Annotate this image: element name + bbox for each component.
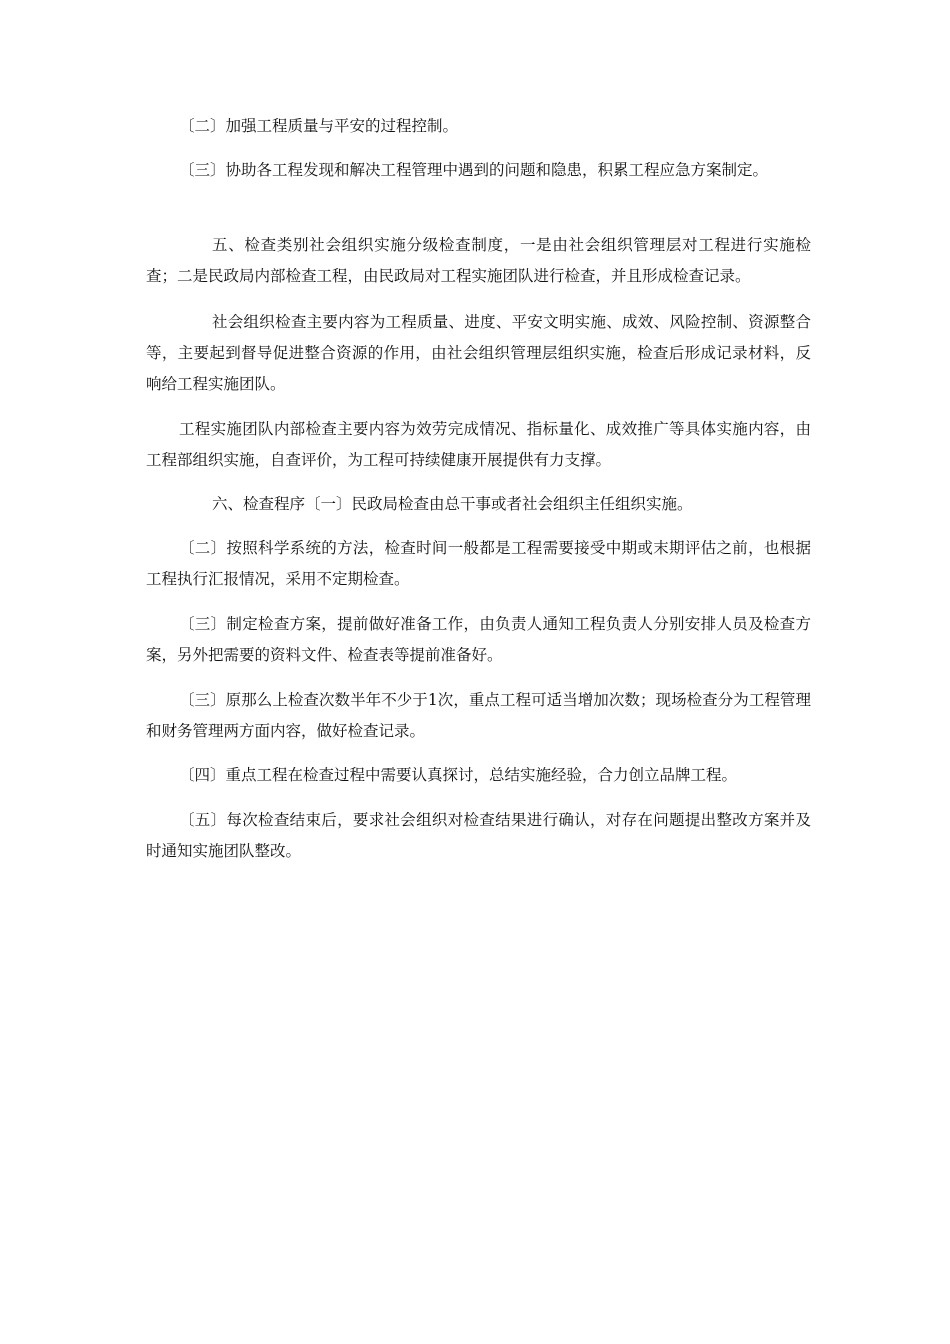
paragraph-2: 〔三〕协助各工程发现和解决工程管理中遇到的问题和隐患，积累工程应急方案制定。: [179, 161, 769, 179]
paragraph-9: 〔三〕原那么上检查次数半年不少于1次，重点工程可适当增加次数；现场检查分为工程管理和财务管理两方面内容，做好检查记录。: [146, 691, 811, 740]
paragraph-11: 〔五〕每次检查结束后，要求社会组织对检查结果进行确认，对存在问题提出整改方案并及时通知实施团队整改。: [146, 811, 811, 860]
paragraph-10: 〔四〕重点工程在检查过程中需要认真探讨，总结实施经验，合力创立品牌工程。: [179, 766, 738, 784]
paragraph-8: 〔三〕制定检查方案，提前做好准备工作，由负责人通知工程负责人分别安排人员及检查方案，另外把需要的资料文件、检查表等提前准备好。: [146, 615, 811, 664]
paragraph-4: 社会组织检查主要内容为工程质量、进度、平安文明实施、成效、风险控制、资源整合等，主要起到督导促进整合资源的作用，由社会组织管理层组织实施，检查后形成记录材料，反响给工程实施团队。: [146, 313, 811, 393]
paragraph-1: 〔二〕加强工程质量与平安的过程控制。: [179, 117, 459, 135]
paragraph-3: 五、检查类别社会组织实施分级检查制度，一是由社会组织管理层对工程进行实施检查；二是民政局内部检查工程，由民政局对工程实施团队进行检查，并且形成检查记录。: [146, 236, 811, 285]
paragraph-7: 〔二〕按照科学系统的方法，检查时间一般都是工程需要接受中期或末期评估之前，也根据工程执行汇报情况，采用不定期检查。: [146, 539, 811, 588]
paragraph-5: 工程实施团队内部检查主要内容为效劳完成情况、指标量化、成效推广等具体实施内容，由工程部组织实施，自查评价，为工程可持续健康开展提供有力支撑。: [146, 420, 811, 469]
paragraph-6: 六、检查程序〔一〕民政局检查由总干事或者社会组织主任组织实施。: [212, 495, 693, 513]
